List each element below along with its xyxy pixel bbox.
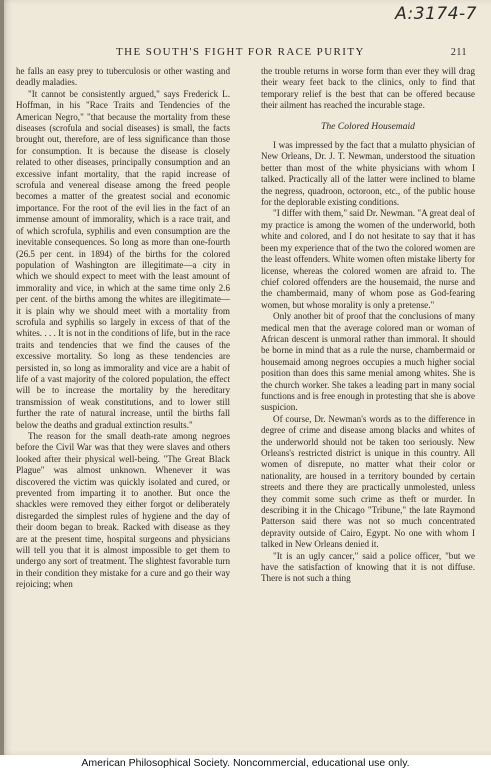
paragraph: Only another bit of proof that the conclusions of many medical men that the average colored man or woman of African descent is unmoral rather than immoral. It should be borne in mind that as a rule the nurse, chambermaid or housemaid among negroes occupies a much higher social position than does this same menial among whites. She is the church worker. She takes a leading part in many social functions and is free enough in protesting that she is above suspicion. [261,311,475,413]
right-column [261,66,475,741]
paragraph: Of course, Dr. Newman's words as to the difference in degree of crime and disease among blacks and whites of the underworld should not be taken too seriously. New Orleans's restricted district is unique in this country. All women of disrepute, no matter what their color or nationality, are housed in a territory bounded by certain streets and there they are practically unmolested, unless they commit some such crime as theft or murder. In describing it in the Chicago "Tribune," the late Raymond Patterson said there was not so much concentrated depravity outside of Cairo, Egypt. No one with whom I talked in New Orleans denied it. [261,413,475,550]
handwritten-accession-number: A:3174-7 [395,4,477,24]
paragraph: "It cannot be consistently argued," says Frederick L. Hoffman, in his "Race Traits and Tendencies of the American Negro," "that because the mortality from these diseases (scrofula and social diseases) is small, the facts brought out, therefore, are of less significance than those for consumption. It is because the disease is closely related to other diseases, principally consumption and an excessive infant mortality, that the rapid increase of scrofula and venereal disease among the freed people becomes a matter of the greatest social and economic importance. For the root of the evil lies in the fact of an immense amount of immorality, which is a race trait, and of which scrofula, syphilis and even consumption are the inevitable consequences. So long as more than one-fourth (26.5 per cent. in 1894) of the births for the colored population of Washington are illegitimate—a city in which we should expect to meet with the least amount of immorality and vice, in which at the same time only 2.6 per cent. of the births among the whites are illegitimate—it is plain why we should meet with a mortality from scrofula and syphilis so largely in excess of that of the whites. . . . It is not in the conditions of life, but in the race traits and tendencies that we find the causes of the excessive mortality. So long as these tendencies are persisted in, so long as immorality and vice are a habit of life of a vast majority of the colored population, the effect will be to increase the mortality by the hereditary transmission of weak constitutions, and to lower still further the rate of natural increase, until the births fall below the deaths and gradual extinction results." [16,88,230,430]
running-header [30,46,467,58]
text-columns [16,66,475,741]
paragraph: "I differ with them," said Dr. Newman. "A great deal of my practice is among the women of the underworld, both white and colored, and I do not hesitate to say that it has been my experience that of the two the colored women are the least offenders. White women often mistake liberty for license, whereas the colored women are afraid to. The chief colored offenders are the housemaid, the nurse and the chambermaid, many of whom pose as God-fearing women, but whose morality is only a pretense." [261,208,475,310]
page-header-title: THE SOUTH'S FIGHT FOR RACE PURITY [116,46,365,58]
usage-footer: American Philosophical Society. Noncommercial, educational use only. [81,757,410,769]
paragraph: the trouble returns in worse form than ever they will drag their weary feet back to the clinics, only to find that temporary relief is the best that can be offered because their ailment has reached the incurable stage. [261,66,475,111]
paragraph: The reason for the small death-rate among negroes before the Civil War was that they were slaves and others looked after their physical well-being. "The Great Black Plague" was almost unknown. Whenever it was discovered the victim was quickly isolated and cured, or prevented from imparting it to another. But once the shackles were removed they either forgot or deliberately disregarded the simplest rules of hygiene and the day of their doom began to break. Racked with disease as they are at the present time, hospital surgeons and physicians will tell you that it is almost impossible to get them to undergo any sort of treatment. The slightest favorable turn in their condition they mistake for a cure and go their way rejoicing; when [16,431,230,590]
left-column [16,66,230,741]
paragraph: he falls an easy prey to tuberculosis or other wasting and deadly maladies. [16,66,230,88]
paragraph: I was impressed by the fact that a mulatto physician of New Orleans, Dr. J. T. Newman, understood the situation better than most of the white physicians with whom I talked. Practically all of the latter were inclined to blame the negress, quadroon, octoroon, etc., of the public house for the deplorable existing conditions. [261,140,475,208]
section-subheading: The Colored Housemaid [321,120,415,132]
paragraph: "It is an ugly cancer," said a police officer, "but we have the satisfaction of knowing that it is not diffuse. There is not such a thing [261,550,475,584]
page-number: 211 [450,47,467,58]
